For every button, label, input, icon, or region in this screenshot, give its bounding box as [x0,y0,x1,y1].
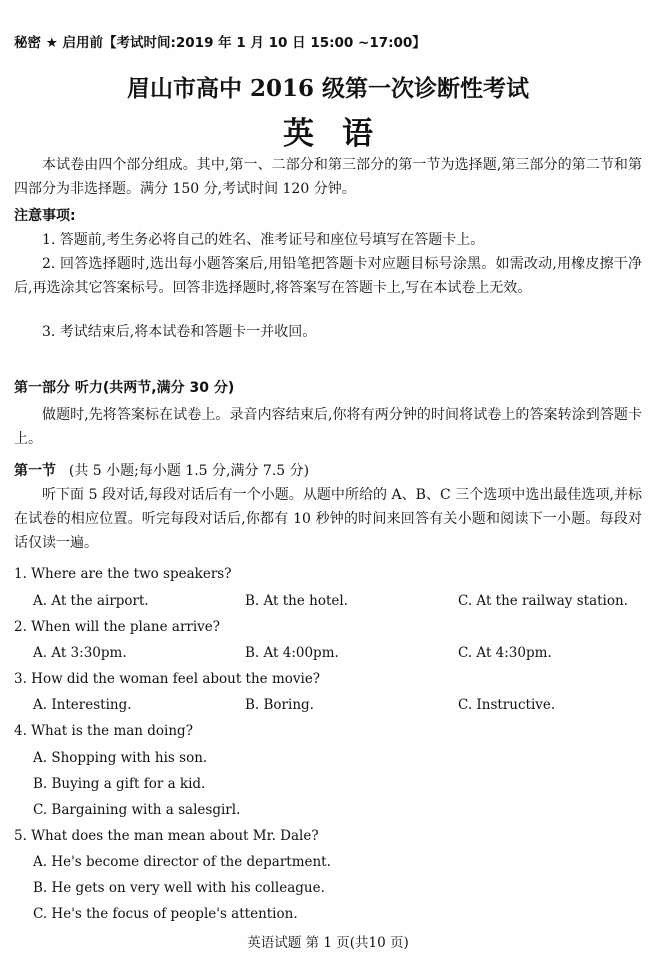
question-3-option-a: A. Interesting. [33,697,132,713]
question-3-option-c: C. Instructive. [458,697,556,713]
question-2-option-c: C. At 4:30pm. [458,645,552,661]
question-3-stem: 3. How did the woman feel about the movie? [14,671,321,687]
question-2-stem: 2. When will the plane arrive? [14,619,221,635]
question-4-option-a: A. Shopping with his son. [33,750,208,766]
section1-instruction: 听下面 5 段对话,每段对话后有一个小题。从题中所给的 A、B、C 三个选项中选出最佳选项,并标在试卷的相应位置。听完每段对话后,你都有 10 秒钟的时间来回答有关小题和阅读下一小题。每段对话仅读一遍。 [14,487,642,551]
confidential-header: 秘密 ★ 启用前【考试时间:2019 年 1 月 10 日 15:00 ~17:00】 [14,35,426,51]
part1-title: 第一部分 听力(共两节,满分 30 分) [14,380,235,396]
note-item-2: 2. 回答选择题时,选出每小题答案后,用铅笔把答题卡对应题目标号涂黑。如需改动,用橡皮擦干净后,再选涂其它答案标号。回答非选择题时,将答案写在答题卡上,写在本试卷上无效。 [14,256,642,296]
exam-subject: 英语 [283,116,401,152]
question-5-option-c: C. He's the focus of people's attention. [33,906,298,922]
note-item-3: 3. 考试结束后,将本试卷和答题卡一并收回。 [42,324,317,340]
question-3-option-b: B. Boring. [245,697,314,713]
question-1-option-a: A. At the airport. [33,593,149,609]
question-2-option-b: B. At 4:00pm. [245,645,339,661]
section1-subtitle: (共 5 小题;每小题 1.5 分,满分 7.5 分) [68,463,310,479]
intro-paragraph: 本试卷由四个部分组成。其中,第一、二部分和第三部分的第一节为选择题,第三部分的第二节和第四部分为非选择题。满分 150 分,考试时间 120 分钟。 [14,157,642,197]
note-item-1: 1. 答题前,考生务必将自己的姓名、准考证号和座位号填写在答题卡上。 [42,232,485,248]
question-2-option-a: A. At 3:30pm. [33,645,127,661]
question-4-stem: 4. What is the man doing? [14,723,193,739]
part1-instruction: 做题时,先将答案标在试卷上。录音内容结束后,你将有两分钟的时间将试卷上的答案转涂到答题卡上。 [14,407,642,447]
question-5-stem: 5. What does the man mean about Mr. Dale? [14,828,319,844]
section1-title: 第一节 [14,463,56,479]
section1-heading [14,460,309,480]
page-footer: 英语试题 第 1 页(共10 页) [247,935,409,951]
question-1-stem: 1. Where are the two speakers? [14,566,232,582]
question-4-option-c: C. Bargaining with a salesgirl. [33,802,241,818]
notes-label: 注意事项: [14,208,76,224]
question-4-option-b: B. Buying a gift for a kid. [33,776,206,792]
question-1-option-b: B. At the hotel. [245,593,348,609]
exam-title: 眉山市高中 2016 级第一次诊断性考试 [126,75,530,102]
question-1-option-c: C. At the railway station. [458,593,628,609]
question-5-option-a: A. He's become director of the department. [33,854,331,870]
question-5-option-b: B. He gets on very well with his colleague. [33,880,325,896]
